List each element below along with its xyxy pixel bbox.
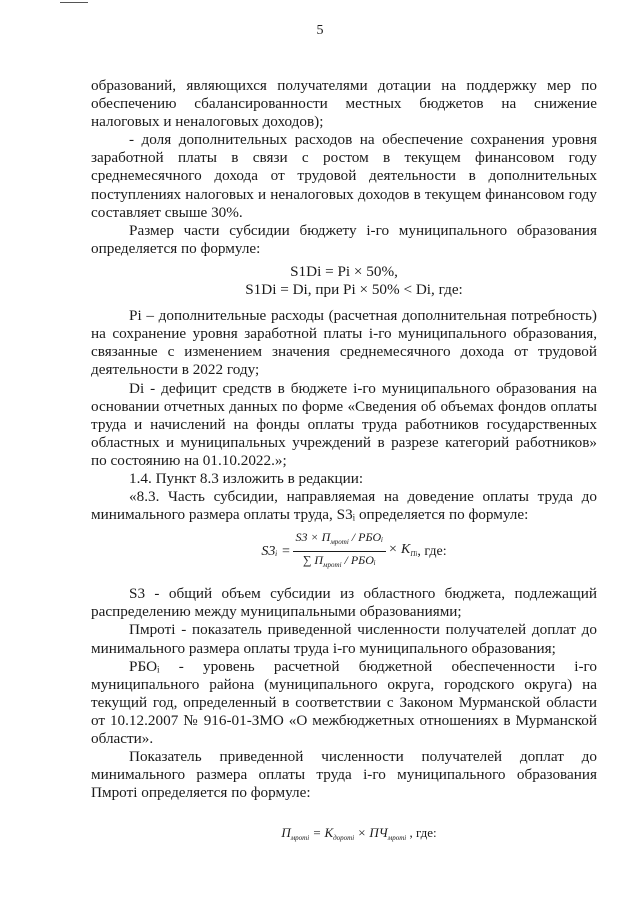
- formula-p-a-sub: мротi: [290, 834, 310, 843]
- paragraph-2: - доля дополнительных расходов на обеспечение сохранения уровня заработной платы в связи с ростом в текущем финансовом году среднемесячного дохода от трудовой деятельности в дополнительных поступлениях налоговых и неналоговых доходов в текущем финансовом году составляет свыше 30%.: [91, 131, 597, 221]
- formula-p-c-sub: мротi: [387, 834, 407, 843]
- scan-corner-mark: [60, 2, 88, 3]
- num-part-a: S3 × П: [295, 530, 331, 545]
- paragraph-clause-8-3: «8.3. Часть субсидии, направляемая на доведение оплаты труда до минимального размера оплаты труда, S3ᵢ определяется по формуле:: [91, 488, 597, 524]
- paragraph-3: Размер части субсидии бюджету i-го муниципального образования определяется по формуле:: [91, 221, 597, 257]
- formula-p-eq: = К: [309, 825, 334, 841]
- formula-pmroti: [91, 824, 597, 847]
- formula-s3i: [91, 530, 597, 573]
- formula-s3i-numerator: [293, 530, 387, 552]
- paragraph-s3-definition: S3 - общий объем субсидии из областного бюджета, подлежащий распределению между муниципальными образованиями;: [91, 585, 597, 621]
- document-body: [91, 77, 597, 847]
- paragraph-indicator: Показатель приведенной численности получателей доплат до минимального размера оплаты труда i-го муниципального образования Пмротi определяется по формуле:: [91, 748, 597, 802]
- paragraph-1: образований, являющихся получателями дотации на поддержку мер по обеспечению сбалансированности местных бюджетов на снижение налоговых и неналоговых доходов);: [91, 77, 597, 131]
- paragraph-clause-1-4: 1.4. Пункт 8.3 изложить в редакции:: [129, 469, 364, 487]
- paragraph-rbo-definition: РБОᵢ - уровень расчетной бюджетной обеспеченности i-го муниципального района (муниципального округа, городского округа) на текущий год, определенный в соответствии с Законом Мурманской области от 10.12.2007 № 916-01-ЗМО «О межбюджетных отношениях в Мурманской области».: [91, 657, 597, 747]
- den-part-b: / РБОᵢ: [341, 553, 376, 568]
- formula-p-where: , где:: [406, 825, 437, 841]
- num-subscript: мротi: [330, 538, 349, 547]
- den-subscript: мротi: [323, 561, 342, 570]
- paragraph-pmroti-definition: Пмротi - показатель приведенной численности получателей доплат до минимального размера оплаты труда i-го муниципального образования;: [91, 621, 597, 657]
- formula-p-mul: × ПЧ: [354, 825, 388, 841]
- tail-subscript: Пi: [410, 549, 418, 558]
- formula-s1di-line1: S1Di = Pi × 50%,: [290, 262, 398, 280]
- formula-s3i-tail: [388, 541, 417, 563]
- formula-s3i-lhs: S3ᵢ =: [261, 543, 291, 559]
- num-part-b: / РБОᵢ: [348, 530, 384, 545]
- den-part-a: ∑ П: [302, 553, 324, 568]
- paragraph-di-definition: Di - дефицит средств в бюджете i-го муниципального образования на основании отчетных данных по форме «Сведения об объемах фондов оплаты труда и начислений на фонды оплаты труда работников государственных областных и муниципальных учреждений в разрезе категорий работников» по состоянию на 01.10.2022.»;: [91, 379, 597, 469]
- formula-s3i-where: , где:: [417, 543, 447, 559]
- formula-p-b-sub: доротi: [333, 834, 355, 843]
- formula-s3i-fraction: [293, 530, 387, 573]
- paragraph-pi-definition: Pi – дополнительные расходы (расчетная дополнительная потребность) на сохранение уровня заработной платы i-го муниципального образования, связанные с изменением значения среднемесячного дохода от трудовой деятельности в 2022 году;: [91, 307, 597, 379]
- formula-p-a: П: [281, 825, 291, 841]
- formula-s3i-denominator: [300, 552, 379, 573]
- page-number: 5: [316, 23, 324, 38]
- formula-s1di-line2: S1Di = Di, при Pi × 50% < Di, где:: [245, 281, 463, 299]
- tail-part: × К: [388, 541, 411, 557]
